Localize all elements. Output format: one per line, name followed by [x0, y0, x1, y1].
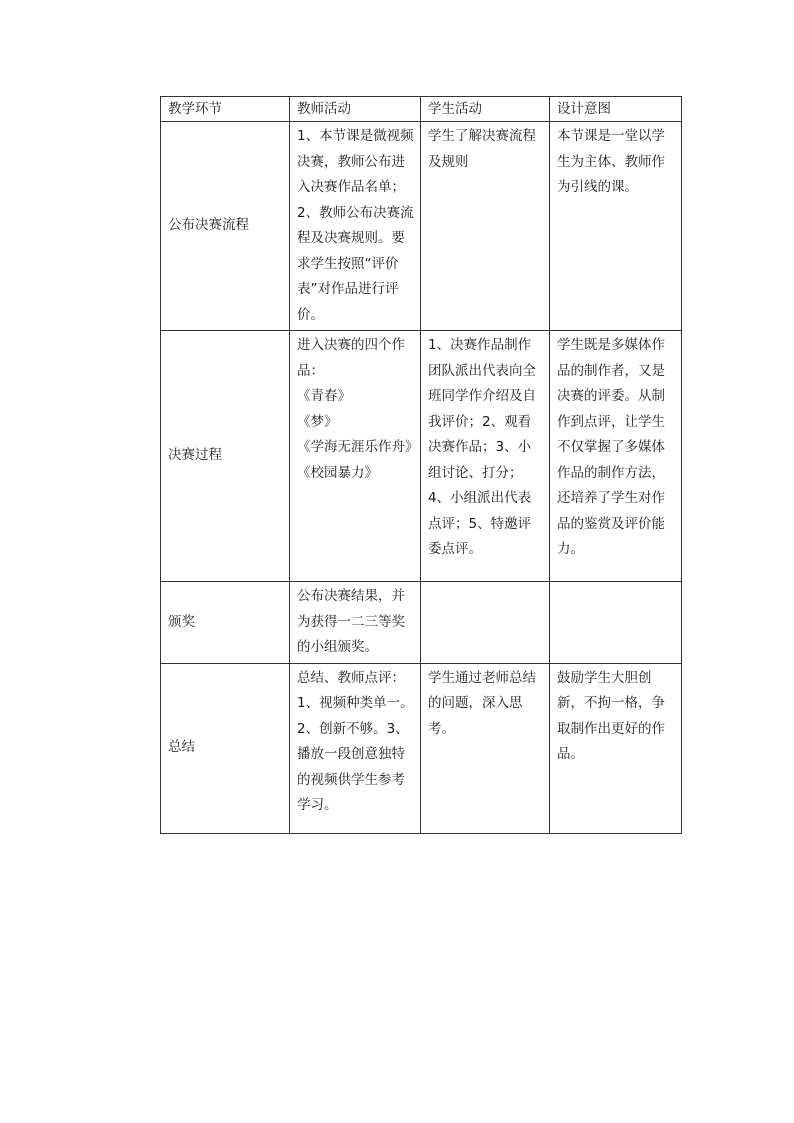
teacher-activity-cell: 公布决赛结果，并为获得一二三等奖的小组颁奖。 — [290, 582, 421, 664]
teacher-activity-cell: 1、本节课是微视频决赛，教师公布进入决赛作品名单；2、教师公布决赛流程及决赛规则。要求学生按照“评价表”对作品进行评价。 — [290, 122, 421, 331]
table-row — [161, 582, 682, 664]
student-activity-cell: 学生了解决赛流程及规则 — [421, 122, 550, 331]
design-intent-cell: 学生既是多媒体作品的制作者，又是决赛的评委。从制作到点评，让学生不仅掌握了多媒体作品的制作方法，还培养了学生对作品的鉴赏及评价能力。 — [550, 331, 682, 582]
teacher-activity-cell: 总结、教师点评：1、视频种类单一。2、创新不够。3、播放一段创意独特的视频供学生参考学习。 — [290, 663, 421, 833]
stage-cell: 公布决赛流程 — [161, 122, 290, 331]
student-activity-cell: 1、决赛作品制作团队派出代表向全班同学作介绍及自我评价；2、观看决赛作品；3、小组讨论、打分；4、小组派出代表点评；5、特邀评委点评。 — [421, 331, 550, 582]
header-teacher-activity: 教师活动 — [290, 97, 421, 122]
stage-cell: 决赛过程 — [161, 331, 290, 582]
stage-cell: 颁奖 — [161, 582, 290, 664]
finalist-intro: 进入决赛的四个作品： — [297, 337, 405, 379]
finalist-work-title: 《梦》 — [297, 413, 338, 430]
design-intent-cell: 鼓励学生大胆创新，不拘一格，争取制作出更好的作品。 — [550, 663, 682, 833]
table-row — [161, 663, 682, 833]
lesson-plan-table — [160, 96, 682, 834]
header-student-activity: 学生活动 — [421, 97, 550, 122]
finalist-work-title: 《学海无涯乐作舟》 — [297, 439, 419, 455]
design-intent-cell — [550, 582, 682, 664]
design-intent-cell: 本节课是一堂以学生为主体、教师作为引线的课。 — [550, 122, 682, 331]
stage-cell: 总结 — [161, 663, 290, 833]
finalist-work-title: 《校园暴力》 — [297, 464, 378, 481]
student-activity-cell: 学生通过老师总结的问题，深入思考。 — [421, 663, 550, 833]
teacher-activity-cell — [290, 331, 421, 582]
table-header-row — [161, 97, 682, 122]
header-design-intent: 设计意图 — [550, 97, 682, 122]
finalist-work-title: 《青春》 — [297, 388, 351, 404]
student-activity-cell — [421, 582, 550, 664]
table-row — [161, 122, 682, 331]
table-row — [161, 331, 682, 582]
header-stage: 教学环节 — [161, 97, 290, 122]
